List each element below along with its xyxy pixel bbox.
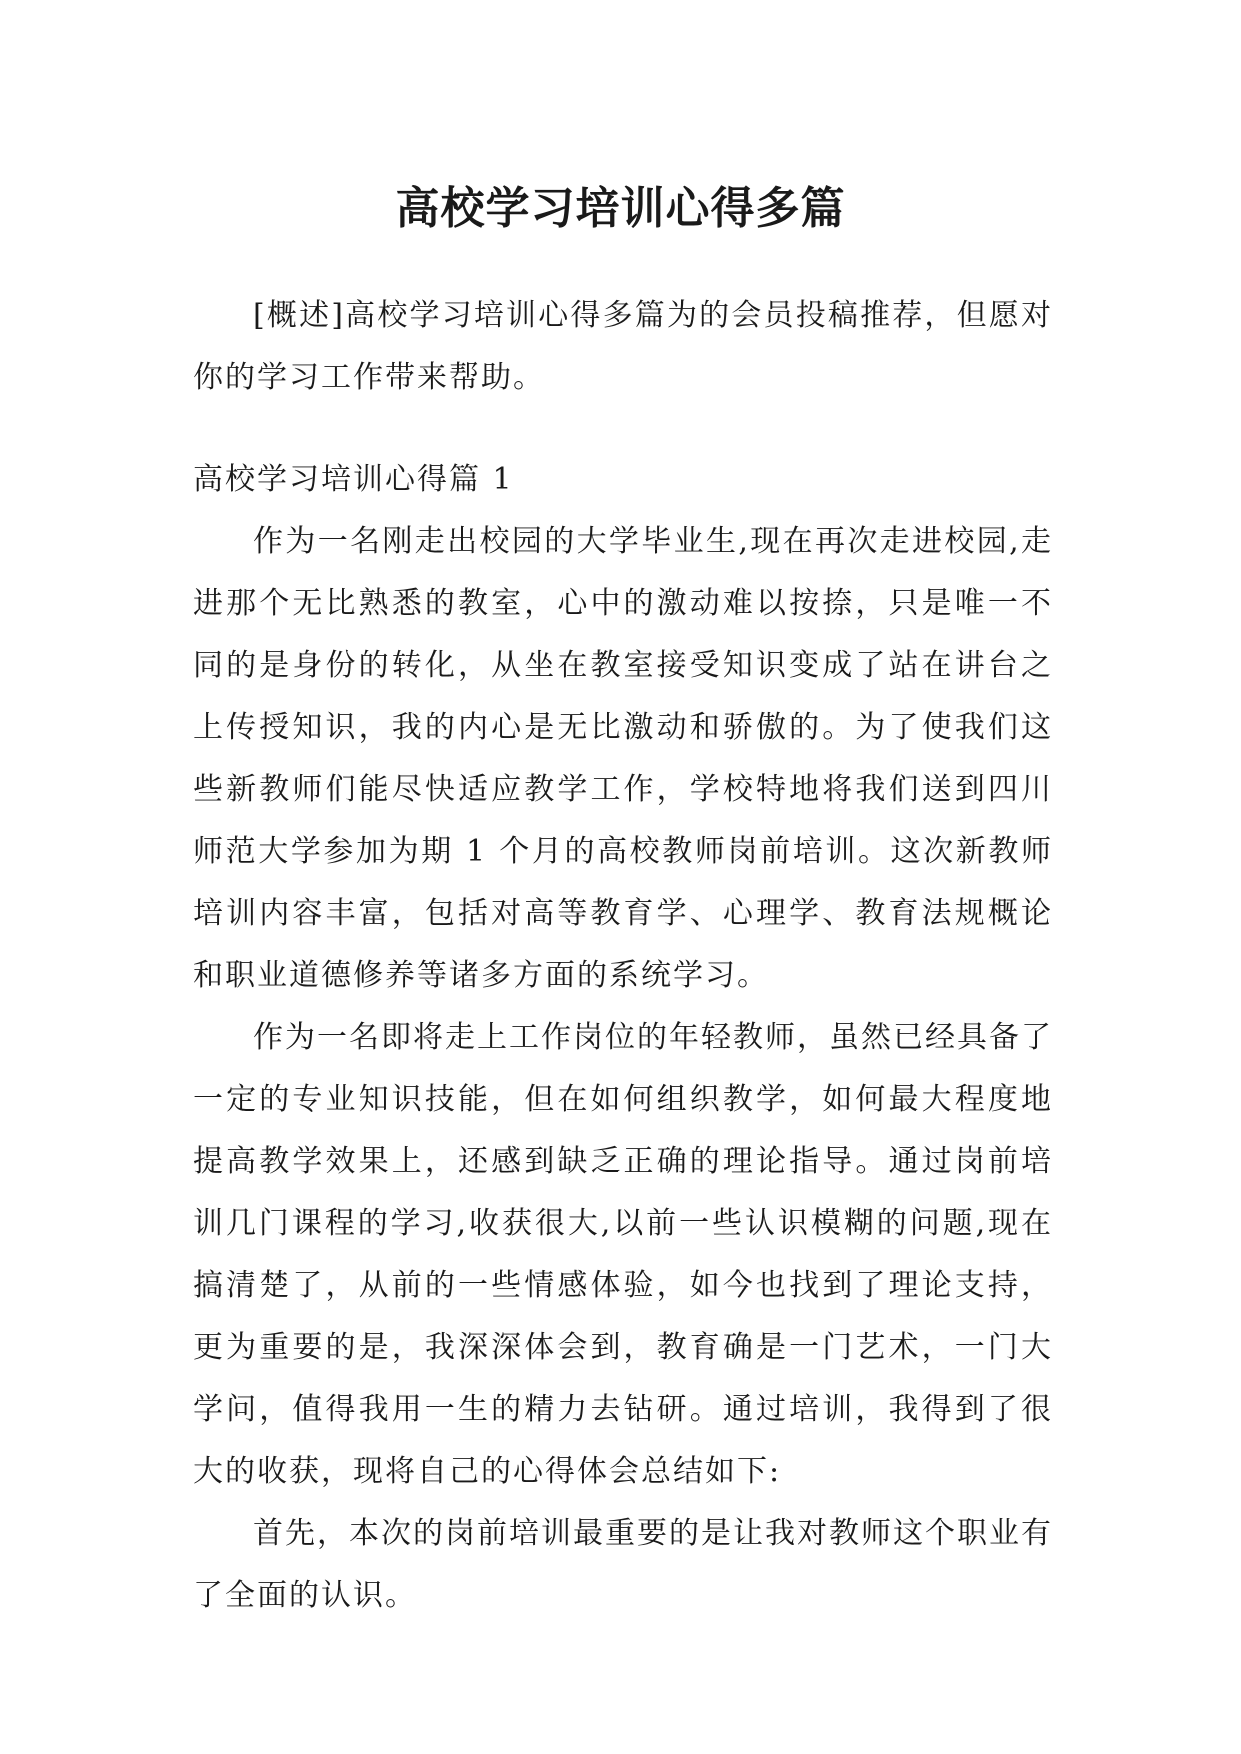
section-heading: 高校学习培训心得篇 1 xyxy=(193,462,514,497)
body-paragraph-1: 作为一名刚走出校园的大学毕业生,现在再次走进校园,走进那个无比熟悉的教室，心中的激动难以按捺，只是唯一不同的是身份的转化，从坐在教室接受知识变成了站在讲台之上传授知识，我的内心是无比激动和骄傲的。为了使我们这些新教师们能尽快适应教学工作，学校特地将我们送到四川师范大学参加为期 1 个月的高校教师岗前培训。这次新教师培训内容丰富，包括对高等教育学、心理学、教育法规概论和职业道德修养等诸多方面的系统学习。 xyxy=(193,524,1053,993)
body-paragraph-2: 作为一名即将走上工作岗位的年轻教师，虽然已经具备了一定的专业知识技能，但在如何组织教学，如何最大程度地提高教学效果上，还感到缺乏正确的理论指导。通过岗前培训几门课程的学习,收获很大,以前一些认识模糊的问题,现在搞清楚了，从前的一些情感体验，如今也找到了理论支持，更为重要的是，我深深体会到，教育确是一门艺术，一门大学问，值得我用一生的精力去钻研。通过培训，我得到了很大的收获，现将自己的心得体会总结如下: xyxy=(193,1020,1053,1489)
document-title: 高校学习培训心得多篇 xyxy=(395,183,846,235)
document-body xyxy=(193,285,1053,1627)
summary-paragraph: [概述]高校学习培训心得多篇为的会员投稿推荐，但愿对你的学习工作带来帮助。 xyxy=(193,298,1053,395)
body-paragraph-3: 首先，本次的岗前培训最重要的是让我对教师这个职业有了全面的认识。 xyxy=(193,1516,1053,1613)
